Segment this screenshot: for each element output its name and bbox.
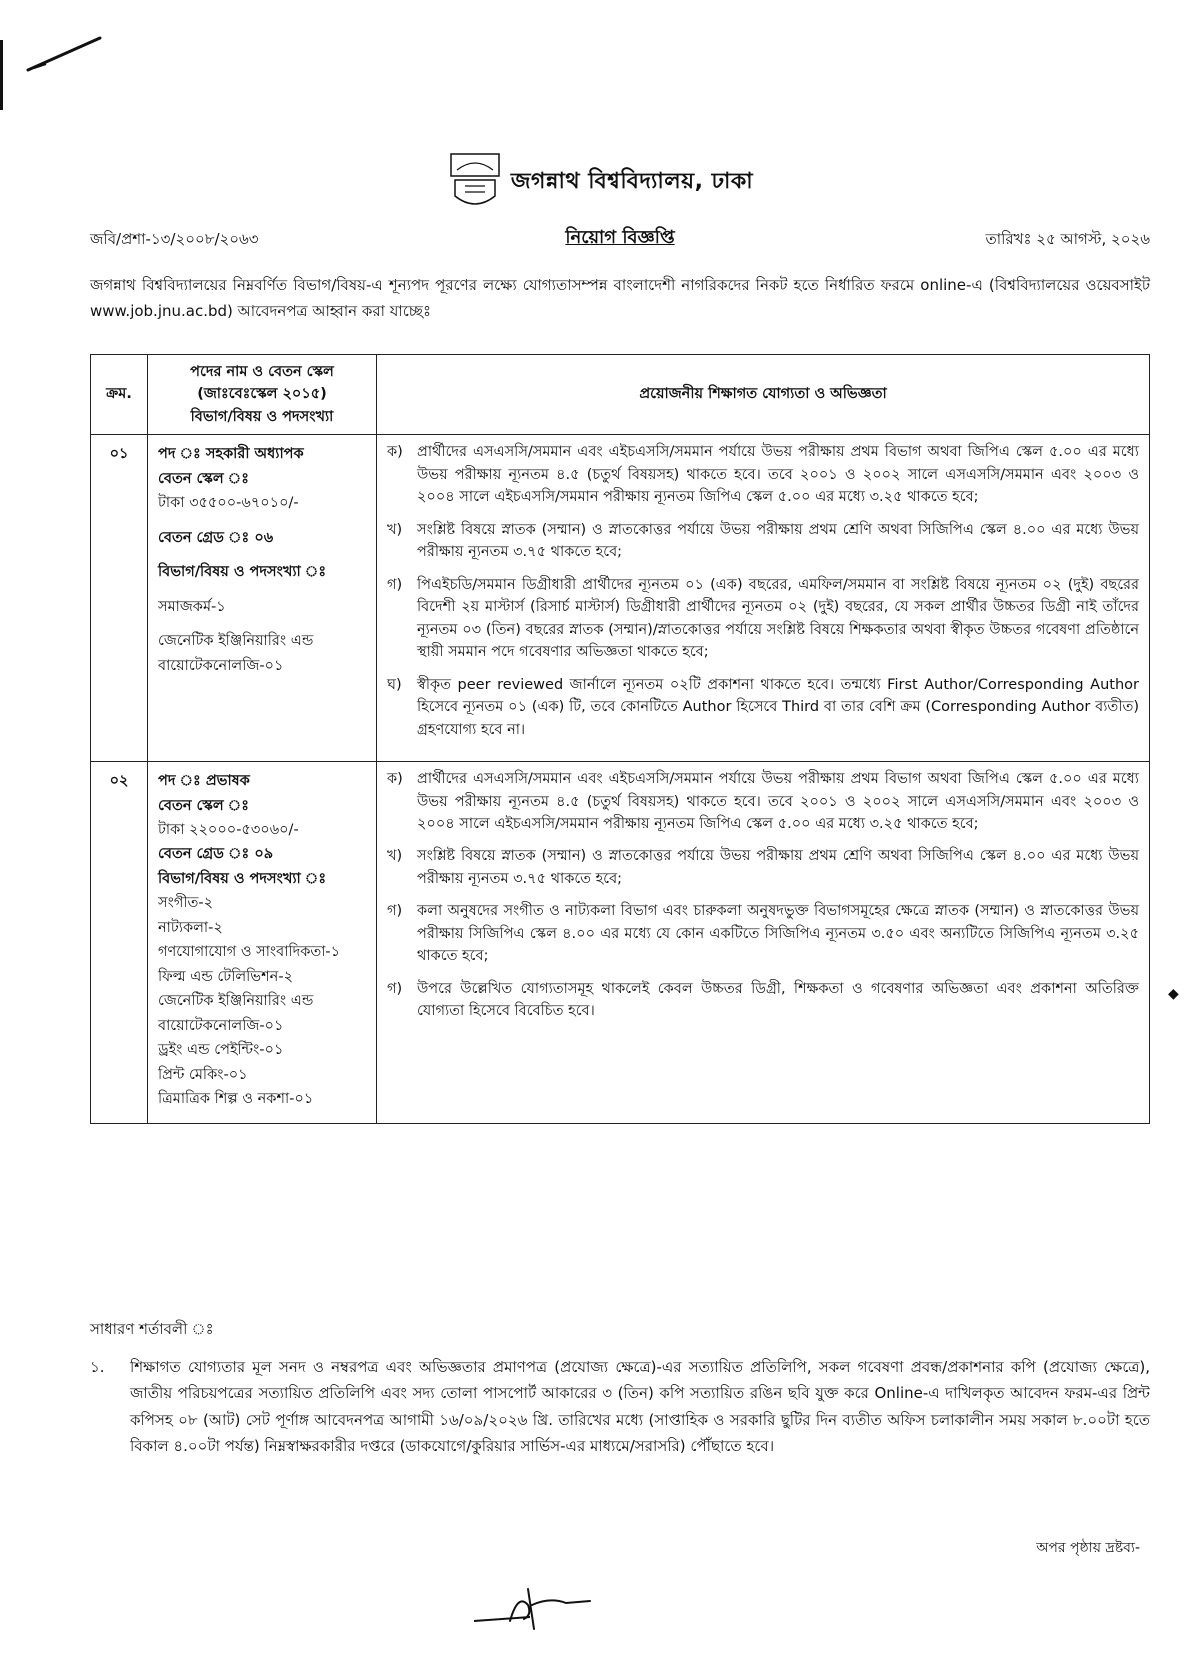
term-item — [90, 1354, 1150, 1459]
scale-label: বেতন স্কেল ঃ — [158, 797, 249, 814]
requirements-list — [377, 762, 1150, 1124]
dept-item: ফিল্ম এন্ড টেলিভিশন-২ — [158, 968, 293, 985]
scale-label: বেতন স্কেল ঃ — [158, 470, 249, 487]
pay-grade: বেতন গ্রেড ঃ ০৬ — [158, 529, 274, 546]
requirement-text: প্রার্থীদের এসএসসি/সমমান এবং এইচএসসি/সমমান পর্যায়ে উভয় পরীক্ষায় প্রথম বিভাগ অথবা জিপিএ স্কেল ৫.০০ এর মধ্যে উভয় পরীক্ষায় ন্যূনতম ৪.৫ (চতুর্থ বিষয়সহ) থাকতে হবে। তবে ২০০১ ও ২০০২ সালে এসএসসি/সমমান এবং ২০০৩ ও ২০০৪ সালে এইচএসসি/সমমান পরীক্ষায় ন্যূনতম জিপিএ স্কেল ৫.০০ এর মধ্যে ৩.২৫ থাকতে হবে; — [417, 444, 1139, 506]
reference-line — [90, 228, 1150, 256]
dept-item: জেনেটিক ইঞ্জিনিয়ারিং এন্ড — [158, 993, 314, 1010]
row-serial: ০২ — [91, 762, 148, 1124]
table-row — [91, 435, 1150, 762]
requirement-item — [387, 519, 1139, 564]
dept-label: বিভাগ/বিষয় ও পদসংখ্যা ঃ — [158, 564, 327, 581]
row-serial: ০১ — [91, 435, 148, 762]
pen-stroke-mark — [20, 30, 110, 80]
table-header-row — [91, 355, 1150, 435]
posts-table — [90, 354, 1150, 1124]
requirement-item — [387, 674, 1139, 741]
dept-item: গণযোগাযোগ ও সাংবাদিকতা-১ — [158, 944, 341, 961]
requirement-text: উপরে উল্লেখিত যোগ্যতাসমূহ থাকলেই কেবল উচ্চতর ডিগ্রী, শিক্ষকতা ও গবেষণার অভিজ্ঞতা এবং প্রকাশনা অতিরিক্ত যোগ্যতা হিসেবে বিবেচিত হবে। — [417, 980, 1139, 1020]
requirement-label: গ) — [387, 576, 403, 593]
header-serial: ক্রম. — [91, 355, 148, 435]
intro-paragraph: জগন্নাথ বিশ্ববিদ্যালয়ের নিম্নবর্ণিত বিভাগ/বিষয়-এ শূন্যপদ পূরণের লক্ষ্যে যোগ্যতাসম্পন্ন বাংলাদেশী নাগরিকদের নিকট হতে নির্ধারিত ফরমে online-এ (বিশ্ববিদ্যালয়ের ওয়েবসাইট www.job.jnu.ac.bd) আবেদনপত্র আহ্বান করা যাচ্ছেঃ — [90, 276, 1150, 321]
post-title: পদ ঃ প্রভাষক — [158, 773, 250, 790]
dept-item: ত্রিমাত্রিক শিল্প ও নকশা-০১ — [158, 1091, 314, 1108]
dept-item: ড্রইং এন্ড পেইন্টিং-০১ — [158, 1042, 284, 1059]
margin-bullet-icon: ◆ — [1168, 986, 1179, 1002]
requirement-text: সংশ্লিষ্ট বিষয়ে স্নাতক (সম্মান) ও স্নাতকোত্তর পর্যায়ে উভয় পরীক্ষায় প্রথম শ্রেণি অথবা সিজিপিএ স্কেল ৪.০০ এর মধ্যে উভয় পরীক্ষায় ন্যূনতম ৩.৭৫ থাকতে হবে; — [417, 521, 1139, 561]
notice-date: তারিখঃ ২৫ আগস্ট, ২০২৬ — [985, 230, 1150, 248]
requirement-label: ক) — [387, 771, 403, 788]
term-text: শিক্ষাগত যোগ্যতার মূল সনদ ও নম্বরপত্র এবং অভিজ্ঞতার প্রমাণপত্র (প্রযোজ্য ক্ষেত্রে)-এর সত্যায়িত প্রতিলিপি, সকল গবেষণা প্রবন্ধ/প্রকাশনার কপি (প্রযোজ্য ক্ষেত্রে), জাতীয় পরিচয়পত্রের সত্যায়িত প্রতিলিপি এবং সদ্য তোলা পাসপোর্ট আকারের ৩ (তিন) কপি সত্যায়িত রঙিন ছবি যুক্ত করে Online-এ দাখিলকৃত আবেদন ফরম-এর প্রিন্ট কপিসহ ০৮ (আট) সেট পূর্ণাঙ্গ আবেদনপত্র আগামী ১৬/০৯/২০২৬ খ্রি. তারিখের মধ্যে (সাপ্তাহিক ও সরকারি ছুটির দিন ব্যতীত অফিস চলাকালীন সময় সকাল ৮.০০টা হতে বিকাল ৪.০০টা পর্যন্ত) নিম্নস্বাক্ষরকারীর দপ্তরে (ডাকযোগে/কুরিয়ার সার্ভিস-এর মাধ্যমে/সরাসরি) পৌঁছাতে হবে। — [130, 1358, 1150, 1455]
signature — [470, 1575, 600, 1635]
pay-scale: টাকা ৩৫৫০০-৬৭০১০/- — [158, 495, 299, 512]
left-edge-mark — [0, 40, 3, 110]
post-details — [148, 762, 377, 1124]
dept-item: সমাজকর্ম-১ — [158, 598, 226, 615]
header-post-line3: বিভাগ/বিষয় ও পদসংখ্যা — [190, 408, 334, 425]
requirement-item — [387, 900, 1139, 967]
dept-label: বিভাগ/বিষয় ও পদসংখ্যা ঃ — [158, 870, 327, 887]
pay-grade: বেতন গ্রেড ঃ ০৯ — [158, 846, 274, 863]
term-number: ১. — [90, 1358, 105, 1376]
notice-title: নিয়োগ বিজ্ঞপ্তি — [565, 227, 675, 248]
requirement-text: স্বীকৃত peer reviewed জার্নালে ন্যূনতম ০২টি প্রকাশনা থাকতে হবে। তন্মধ্যে First Author/Corresponding Author হিসেবে ন্যূনতম ০১ (এক) টি, তবে কোনটিতে Author হিসেবে Third বা তার বেশি ক্রম (Corresponding Author ব্যতীত) গ্রহণযোগ্য হবে না। — [417, 676, 1139, 738]
requirement-item — [387, 441, 1139, 508]
requirement-text: পিএইচডি/সমমান ডিগ্রীধারী প্রার্থীদের ন্যূনতম ০১ (এক) বছরের, এমফিল/সমমান বা সংশ্লিষ্ট বিষয়ে ন্যূনতম ০২ (দুই) বছরের বিদেশী ২য় মাস্টার্স (রিসার্চ মাস্টার্স) ডিগ্রীধারী প্রার্থীদের ন্যূনতম ০২ (দুই) বছরের, যে সকল প্রার্থীর উচ্চতর ডিগ্রী নাই তাঁদের ন্যূনতম ০৩ (তিন) বছরের স্নাতক (সম্মান)/স্নাতকোত্তর পর্যায়ে সংশ্লিষ্ট বিষয়ে শিক্ষকতার অথবা স্বীকৃত উচ্চতর গবেষণা প্রতিষ্ঠানে স্থায়ী সমমান পদে গবেষণার অভিজ্ঞতা থাকতে হবে; — [417, 576, 1139, 661]
requirement-label: গ) — [387, 980, 403, 997]
header-post-line1: পদের নাম ও বেতন স্কেল — [190, 364, 334, 380]
dept-item: সংগীত-২ — [158, 895, 214, 912]
requirement-label: ক) — [387, 444, 403, 461]
university-name: জগন্নাথ বিশ্ববিদ্যালয়, ঢাকা — [510, 168, 754, 194]
university-logo — [447, 150, 503, 214]
dept-item: বায়োটেকনোলজি-০১ — [158, 657, 284, 674]
requirement-text: কলা অনুষদের সংগীত ও নাট্যকলা বিভাগ এবং চারুকলা অনুষদভুক্ত বিভাগসমূহের ক্ষেত্রে স্নাতক (সম্মান) ও স্নাতকোত্তর উভয় পরীক্ষায় সিজিপিএ স্কেল ৪.০০ এর মধ্যে যে কোন একটিতে সিজিপিএ ন্যূনতম ৩.৫০ এবং অন্যটিতে সিজিপিএ ন্যূনতম ৩.২৫ থাকতে হবে; — [417, 903, 1139, 965]
requirement-label: খ) — [387, 521, 403, 538]
requirement-item — [387, 574, 1139, 664]
post-title: পদ ঃ সহকারী অধ্যাপক — [158, 446, 304, 463]
dept-item: নাট্যকলা-২ — [158, 919, 223, 936]
requirement-item — [387, 768, 1139, 835]
pay-scale: টাকা ২২০০০-৫৩০৬০/- — [158, 821, 299, 838]
header-requirements: প্রয়োজনীয় শিক্ষাগত যোগ্যতা ও অভিজ্ঞতা — [377, 355, 1150, 435]
requirement-text: সংশ্লিষ্ট বিষয়ে স্নাতক (সম্মান) ও স্নাতকোত্তর পর্যায়ে উভয় পরীক্ষায় প্রথম শ্রেণি অথবা সিজিপিএ স্কেল ৪.০০ এর মধ্যে উভয় পরীক্ষায় ন্যূনতম ৩.৭৫ থাকতে হবে; — [417, 848, 1139, 887]
requirement-label: ঘ) — [387, 676, 402, 693]
terms-heading: সাধারণ শর্তাবলী ঃ — [90, 1320, 214, 1338]
requirement-label: খ) — [387, 848, 403, 865]
requirements-list — [377, 435, 1150, 762]
dept-item: বায়োটেকনোলজি-০১ — [158, 1017, 284, 1034]
letterhead — [0, 150, 1200, 221]
requirement-label: গ) — [387, 903, 403, 920]
table-row — [91, 762, 1150, 1124]
dept-item: প্রিন্ট মেকিং-০১ — [158, 1066, 248, 1083]
requirement-item — [387, 978, 1139, 1023]
header-post — [148, 355, 377, 435]
page-turn-note: অপর পৃষ্ঠায় দ্রষ্টব্য- — [1036, 1540, 1140, 1556]
requirement-text: প্রার্থীদের এসএসসি/সমমান এবং এইচএসসি/সমমান পর্যায়ে উভয় পরীক্ষায় প্রথম বিভাগ অথবা জিপিএ স্কেল ৫.০০ এর মধ্যে উভয় পরীক্ষায় ন্যূনতম ৪.৫ (চতুর্থ বিষয়সহ) থাকতে হবে। তবে ২০০১ ও ২০০২ সালে এসএসসি/সমমান এবং ২০০৩ ও ২০০৪ সালে এইচএসসি/সমমান পরীক্ষায় ন্যূনতম জিপিএ স্কেল ৫.০০ এর মধ্যে ৩.২৫ থাকতে হবে; — [417, 771, 1139, 832]
post-details — [148, 435, 377, 762]
header-post-line2: (জাঃবেঃস্কেল ২০১৫) — [197, 386, 327, 403]
dept-item: জেনেটিক ইঞ্জিনিয়ারিং এন্ড — [158, 633, 314, 650]
memo-reference: জবি/প্রশা-১৩/২০০৮/২০৬৩ — [90, 230, 259, 248]
requirement-item — [387, 845, 1139, 890]
